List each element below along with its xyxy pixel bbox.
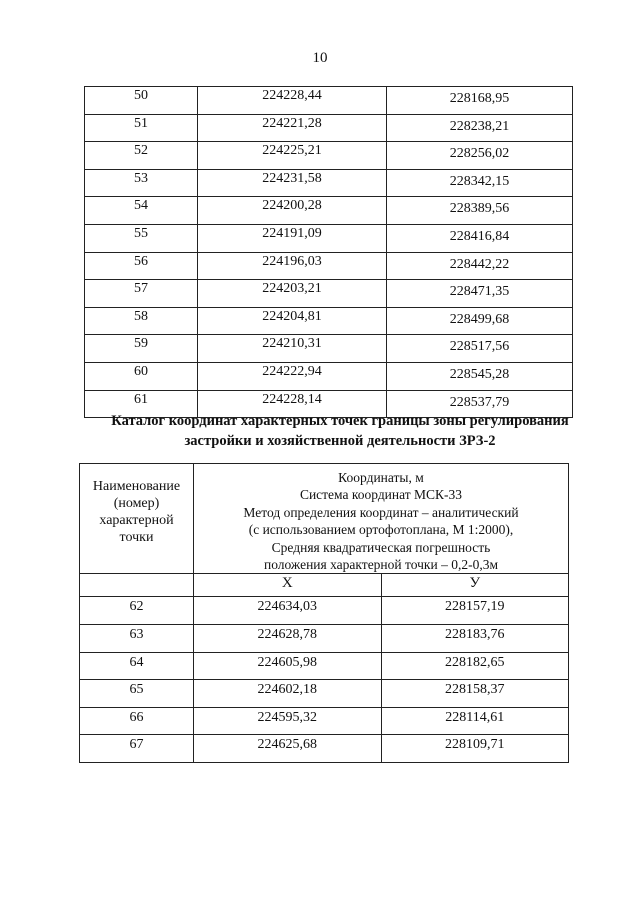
point-number-cell-value: 60 (134, 363, 148, 379)
y-coordinate-cell (387, 280, 573, 308)
y-coordinate-cell (387, 335, 573, 363)
coordinates-table-continued (84, 86, 573, 418)
x-coordinate-cell: 224628,78 (194, 625, 382, 653)
point-number-cell-value: 54 (134, 198, 148, 214)
x-coordinate-cell (198, 114, 387, 142)
point-number-cell: 65 (80, 680, 194, 708)
y-coordinate-cell-value: 228517,56 (449, 339, 510, 355)
y-coordinate-cell-value: 228238,21 (449, 118, 510, 134)
y-coordinate-cell: 228183,76 (381, 625, 569, 653)
x-coordinate-cell (198, 197, 387, 225)
point-number-cell-value: 59 (134, 336, 148, 352)
x-coordinate-cell (198, 87, 387, 115)
table-row (85, 224, 573, 252)
x-coordinate-cell (198, 280, 387, 308)
header-coords-line: положения характерной точки – 0,2-0,3м (263, 557, 498, 573)
x-coordinate-cell (198, 307, 387, 335)
table-row (80, 735, 569, 763)
x-coordinate-cell (198, 362, 387, 390)
point-number-cell: 63 (80, 625, 194, 653)
x-coordinate-cell-value: 224210,31 (262, 336, 322, 352)
table-row (85, 335, 573, 363)
table-subheader-row (80, 574, 569, 597)
y-coordinate-cell: 228157,19 (381, 597, 569, 625)
y-coordinate-cell (387, 197, 573, 225)
y-coordinate-cell-value: 228442,22 (449, 256, 510, 272)
coordinates-table-body (85, 87, 573, 418)
point-number-cell-value: 61 (134, 391, 148, 407)
x-coordinate-cell (198, 335, 387, 363)
x-coordinate-cell (198, 252, 387, 280)
y-coordinate-cell: 228109,71 (381, 735, 569, 763)
point-number-cell (85, 362, 198, 390)
table-row (85, 362, 573, 390)
x-coordinate-cell: 224602,18 (194, 680, 382, 708)
zrz2-coordinates-table (79, 463, 569, 763)
y-coordinate-cell (387, 307, 573, 335)
header-point-name (80, 464, 194, 574)
y-coordinate-cell-value: 228537,79 (449, 394, 510, 410)
x-coordinate-cell (198, 224, 387, 252)
y-coordinate-cell (387, 362, 573, 390)
x-coordinate-cell-value: 224196,03 (262, 253, 322, 269)
header-coordinates (194, 464, 569, 574)
column-y-header: У (381, 574, 569, 597)
y-coordinate-cell-value: 228416,84 (449, 228, 510, 244)
point-number-cell (85, 252, 198, 280)
table-header-row (80, 464, 569, 574)
column-x-header: X (194, 574, 382, 597)
x-coordinate-cell: 224634,03 (194, 597, 382, 625)
x-coordinate-cell: 224625,68 (194, 735, 382, 763)
header-coords-line: (с использованием ортофотоплана, М 1:2000), (248, 522, 514, 538)
point-number-cell (85, 114, 198, 142)
header-coords-line: Система координат МСК-33 (299, 487, 463, 503)
table-row (80, 597, 569, 625)
y-coordinate-cell-value: 228168,95 (449, 91, 510, 106)
x-coordinate-cell-value: 224203,21 (262, 281, 322, 297)
y-coordinate-cell: 228158,37 (381, 680, 569, 708)
table-row (85, 307, 573, 335)
section-title-line-1: Каталог координат характерных точек границы зоны регулирования (111, 413, 569, 429)
header-name-line: точки (119, 530, 154, 545)
point-number-cell (85, 335, 198, 363)
point-number-cell (85, 197, 198, 225)
subheader-empty-cell (80, 574, 194, 597)
point-number-cell: 66 (80, 707, 194, 735)
y-coordinate-cell (387, 114, 573, 142)
table-row (80, 652, 569, 680)
point-number-cell (85, 224, 198, 252)
x-coordinate-cell: 224595,32 (194, 707, 382, 735)
header-coords-line: Средняя квадратическая погрешность (271, 539, 491, 555)
x-coordinate-cell-value: 224204,81 (262, 308, 322, 324)
table-row (85, 280, 573, 308)
point-number-cell (85, 307, 198, 335)
table-row (85, 87, 573, 115)
x-coordinate-cell-value: 224228,44 (262, 88, 322, 103)
header-coords-line: Координаты, м (338, 470, 424, 485)
y-coordinate-cell (387, 169, 573, 197)
y-coordinate-cell-value: 228499,68 (449, 311, 510, 327)
table-row (85, 114, 573, 142)
x-coordinate-cell-value: 224225,21 (262, 143, 322, 159)
x-coordinate-cell (198, 142, 387, 170)
point-number-cell-value: 51 (134, 115, 148, 131)
header-name-line: характерной (99, 513, 174, 528)
y-coordinate-cell-value: 228545,28 (449, 366, 510, 382)
point-number-cell-value: 55 (134, 225, 148, 241)
point-number-cell-value: 50 (134, 88, 148, 103)
table-row (85, 252, 573, 280)
header-name-line: (номер) (113, 496, 160, 511)
x-coordinate-cell-value: 224231,58 (262, 170, 322, 186)
header-coords-line: Метод определения координат – аналитический (243, 504, 519, 520)
table-row (85, 142, 573, 170)
y-coordinate-cell: 228114,61 (381, 707, 569, 735)
y-coordinate-cell-value: 228389,56 (449, 201, 510, 217)
y-coordinate-cell (387, 87, 573, 115)
point-number-cell: 67 (80, 735, 194, 763)
point-number-cell (85, 280, 198, 308)
point-number-cell: 62 (80, 597, 194, 625)
table-row (80, 680, 569, 708)
point-number-cell-value: 57 (134, 281, 148, 297)
y-coordinate-cell (387, 142, 573, 170)
y-coordinate-cell: 228182,65 (381, 652, 569, 680)
point-number-cell-value: 52 (134, 143, 148, 159)
table-row (85, 197, 573, 225)
page-number: 10 (312, 50, 328, 66)
y-coordinate-cell (387, 224, 573, 252)
y-coordinate-cell-value: 228256,02 (449, 146, 510, 162)
x-coordinate-cell-value: 224228,14 (262, 391, 322, 407)
point-number-cell (85, 87, 198, 115)
x-coordinate-cell-value: 224221,28 (262, 115, 322, 131)
x-coordinate-cell-value: 224191,09 (262, 225, 322, 241)
y-coordinate-cell (387, 252, 573, 280)
section-title-line-2: застройки и хозяйственной деятельности ЗРЗ-2 (184, 433, 496, 449)
table-row (80, 625, 569, 653)
point-number-cell (85, 142, 198, 170)
point-number-cell: 64 (80, 652, 194, 680)
y-coordinate-cell-value: 228342,15 (449, 173, 510, 189)
zrz2-coordinates-table-body (80, 464, 569, 763)
point-number-cell-value: 56 (134, 253, 148, 269)
x-coordinate-cell: 224605,98 (194, 652, 382, 680)
header-name-line: Наименование (92, 479, 181, 494)
table-row (80, 707, 569, 735)
y-coordinate-cell-value: 228471,35 (449, 284, 510, 300)
x-coordinate-cell-value: 224200,28 (262, 198, 322, 214)
point-number-cell-value: 53 (134, 170, 148, 186)
x-coordinate-cell-value: 224222,94 (262, 363, 322, 379)
x-coordinate-cell (198, 169, 387, 197)
section-title (90, 411, 590, 451)
point-number-cell-value: 58 (134, 308, 148, 324)
table-row (85, 169, 573, 197)
point-number-cell (85, 169, 198, 197)
